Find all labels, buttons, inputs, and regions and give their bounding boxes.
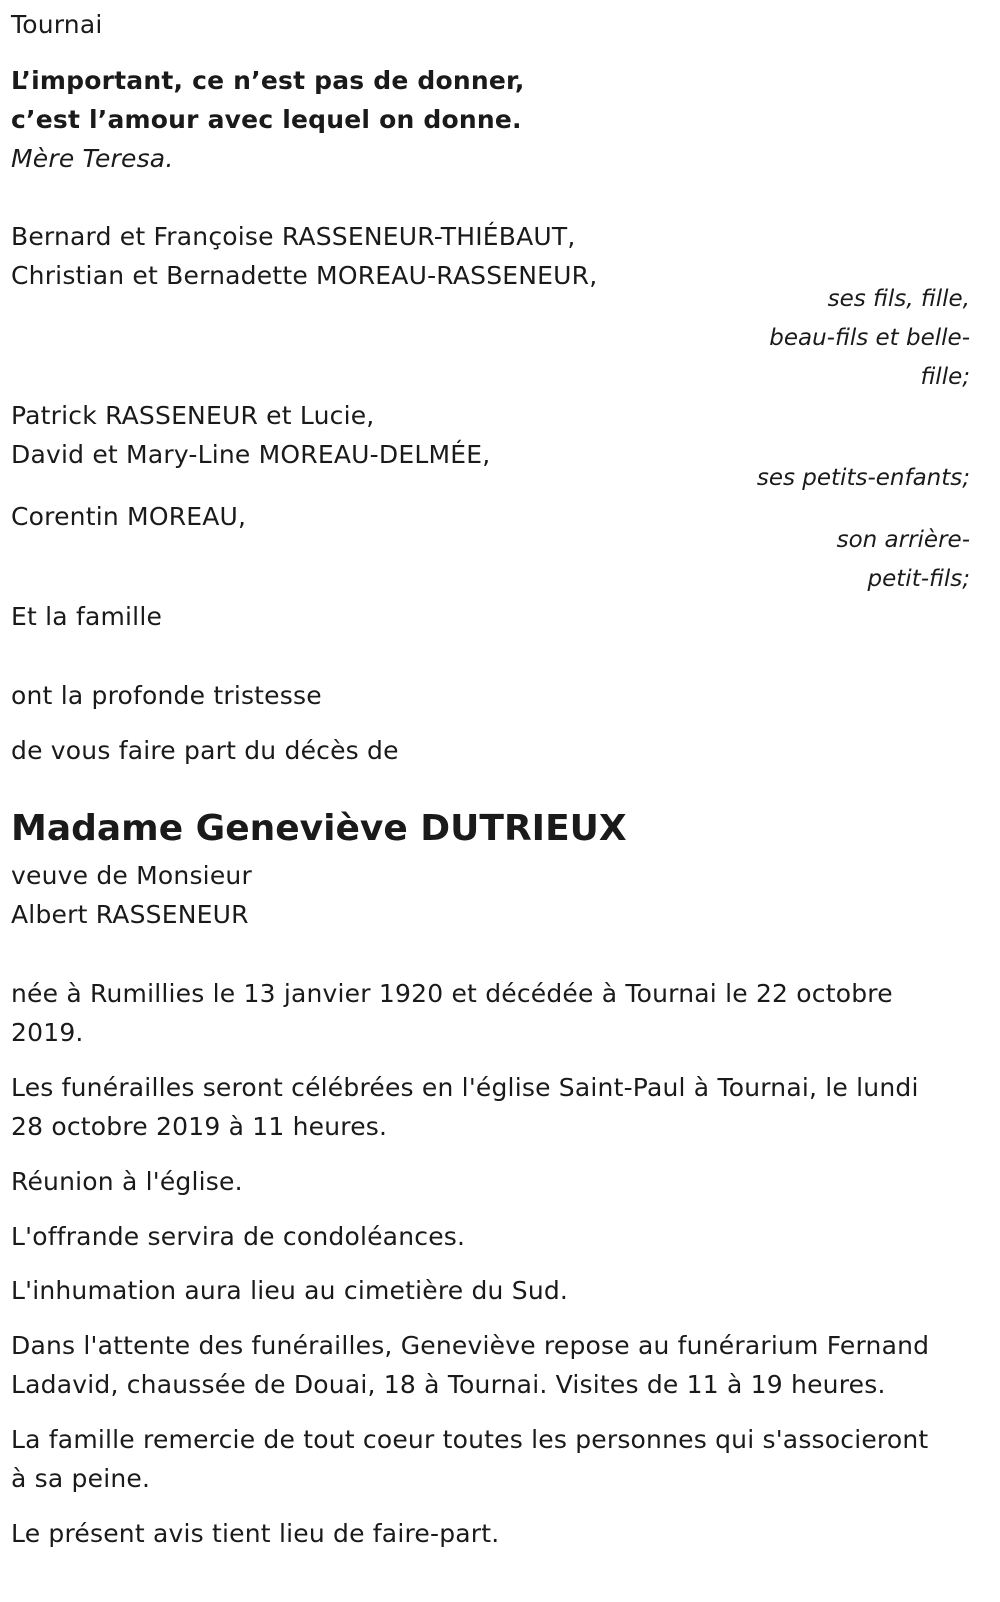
burial-line: L'inhumation aura lieu au cimetière du Sud. [11,1276,569,1305]
announcement-line-2: de vous faire part du décès de [11,736,399,765]
grandchildren-relation: ses petits-enfants; [756,465,970,491]
birth-death-line-1: née à Rumillies le 13 janvier 1920 et décédée à Tournai le 22 octobre [11,979,893,1008]
funeral-line-2: 28 octobre 2019 à 11 heures. [11,1112,388,1141]
quote-line-2: c’est l’amour avec lequel on donne. [11,105,522,134]
family-extended: Et la famille [11,602,163,631]
birth-death-line-2: 2019. [11,1018,84,1047]
children-relation-1: ses fils, fille, [827,286,970,312]
meeting-line: Réunion à l'église. [11,1167,243,1196]
children-relation-3: fille; [920,364,970,390]
widow-line-2: Albert RASSENEUR [11,900,249,929]
offering-line: L'offrande servira de condoléances. [11,1222,466,1251]
rest-line-1: Dans l'attente des funérailles, Geneviève repose au funérarium Fernand [11,1331,930,1360]
deceased-name: Madame Geneviève DUTRIEUX [11,808,627,849]
quote-author: Mère Teresa. [11,144,174,173]
announcement-line-1: ont la profonde tristesse [11,681,322,710]
great-grandchildren-relation-2: petit-fils; [867,566,970,592]
rest-line-2: Ladavid, chaussée de Douai, 18 à Tournai. Visites de 11 à 19 heures. [11,1370,886,1399]
family-grandchildren-1: Patrick RASSENEUR et Lucie, [11,401,375,430]
family-children-2: Christian et Bernadette MOREAU-RASSENEUR, [11,261,598,290]
children-relation-2: beau-fils et belle- [769,325,970,351]
widow-line-1: veuve de Monsieur [11,861,252,890]
family-children-1: Bernard et Françoise RASSENEUR-THIÉBAUT, [11,222,576,251]
city-heading: Tournai [11,10,103,39]
thanks-line-1: La famille remercie de tout coeur toutes les personnes qui s'associeront [11,1425,929,1454]
great-grandchildren-relation-1: son arrière- [836,527,970,553]
family-great-grandchildren: Corentin MOREAU, [11,502,247,531]
quote-line-1: L’important, ce n’est pas de donner, [11,66,525,95]
notice-line: Le présent avis tient lieu de faire-part. [11,1519,500,1548]
thanks-line-2: à sa peine. [11,1464,151,1493]
funeral-line-1: Les funérailles seront célébrées en l'église Saint-Paul à Tournai, le lundi [11,1073,919,1102]
family-grandchildren-2: David et Mary-Line MOREAU-DELMÉE, [11,440,491,469]
